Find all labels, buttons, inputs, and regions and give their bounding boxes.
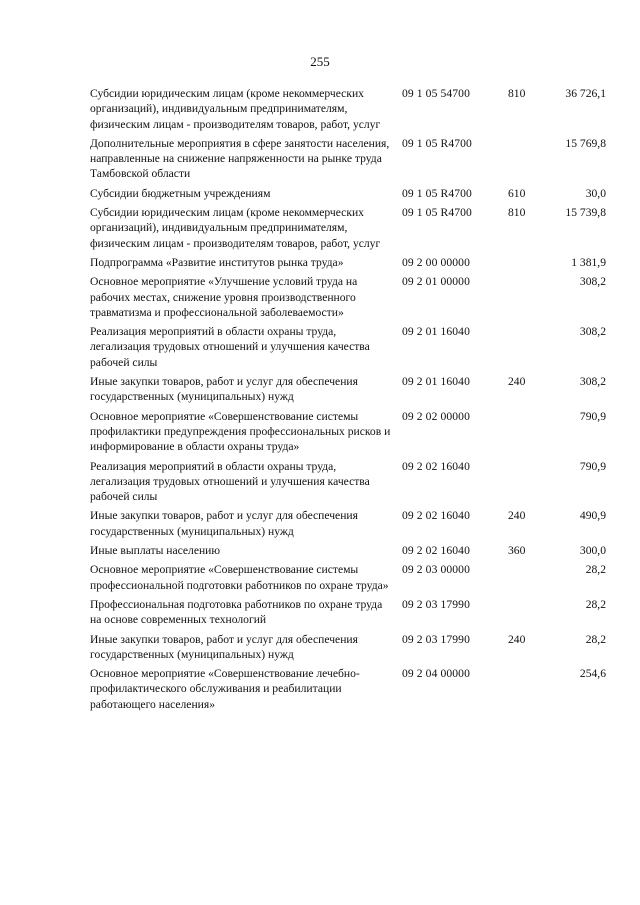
row-name: Подпрограмма «Развитие институтов рынка труда» bbox=[90, 255, 344, 269]
row-amount: 28,2 bbox=[585, 632, 606, 646]
row-amount: 308,2 bbox=[579, 325, 606, 339]
row-name: Иные выплаты населению bbox=[90, 544, 221, 558]
row-name: Иные закупки товаров, работ и услуг для обеспечения государственных (муниципальных) нужд bbox=[90, 375, 358, 404]
row-amount: 790,9 bbox=[579, 459, 606, 473]
row-amount: 28,2 bbox=[585, 597, 606, 611]
row-name: Субсидии бюджетным учреждениям bbox=[90, 186, 271, 200]
budget-table bbox=[90, 86, 606, 716]
table-row bbox=[90, 186, 606, 201]
row-name: Реализация мероприятий в области охраны труда, легализация трудовых отношений и улучшения качества рабочей силы bbox=[90, 325, 370, 369]
row-code: 09 2 00 00000 bbox=[402, 255, 470, 269]
table-row bbox=[90, 543, 606, 558]
row-expense-type: 810 bbox=[508, 206, 526, 220]
row-name: Иные закупки товаров, работ и услуг для обеспечения государственных (муниципальных) нужд bbox=[90, 509, 358, 538]
row-name: Субсидии юридическим лицам (кроме некоммерческих организаций), индивидуальным предпринимателям, физическим лицам - производителям товаров, работ, услуг bbox=[90, 87, 381, 131]
row-amount: 308,2 bbox=[579, 275, 606, 289]
row-code: 09 2 04 00000 bbox=[402, 667, 470, 681]
row-expense-type: 810 bbox=[508, 87, 526, 100]
row-code: 09 2 03 17990 bbox=[402, 597, 470, 611]
row-amount: 1 381,9 bbox=[571, 255, 606, 269]
table-row bbox=[90, 508, 606, 539]
row-name: Реализация мероприятий в области охраны труда, легализация трудовых отношений и улучшения качества рабочей силы bbox=[90, 459, 370, 504]
row-amount: 254,6 bbox=[579, 667, 606, 681]
row-name: Основное мероприятие «Улучшение условий труда на рабочих местах, снижение уровня производственного травматизма и профессиональной заболеваемости» bbox=[90, 275, 358, 319]
row-code: 09 2 01 16040 bbox=[402, 325, 470, 339]
row-code: 09 2 01 00000 bbox=[402, 275, 470, 289]
row-name: Профессиональная подготовка работников по охране труда на основе современных технологий bbox=[90, 597, 383, 627]
row-amount: 790,9 bbox=[579, 409, 606, 423]
table-row bbox=[90, 409, 606, 455]
row-code: 09 2 03 00000 bbox=[402, 563, 470, 577]
row-amount: 490,9 bbox=[579, 509, 606, 523]
row-expense-type: 610 bbox=[508, 186, 526, 200]
table-row bbox=[90, 274, 606, 320]
row-name: Дополнительные мероприятия в сфере занятости населения, направленные на снижение напряженности на рынке труда Тамбовской области bbox=[90, 136, 390, 181]
page-number: 255 bbox=[310, 54, 330, 69]
table-row bbox=[90, 205, 606, 251]
row-code: 09 1 05 54700 bbox=[402, 87, 470, 100]
row-code: 09 2 02 16040 bbox=[402, 459, 470, 473]
row-name: Субсидии юридическим лицам (кроме некоммерческих организаций), индивидуальным предпринимателям, физическим лицам - производителям товаров, работ, услуг bbox=[90, 206, 381, 250]
row-expense-type: 240 bbox=[508, 375, 526, 389]
table-row bbox=[90, 562, 606, 593]
row-expense-type: 240 bbox=[508, 509, 526, 523]
table-row bbox=[90, 374, 606, 405]
row-amount: 36 726,1 bbox=[565, 87, 606, 100]
table-row bbox=[90, 666, 606, 712]
row-code: 09 2 02 16040 bbox=[402, 509, 470, 523]
row-code: 09 2 03 17990 bbox=[402, 632, 470, 646]
row-name: Иные закупки товаров, работ и услуг для обеспечения государственных (муниципальных) нужд bbox=[90, 632, 358, 661]
row-code: 09 2 02 00000 bbox=[402, 409, 470, 423]
row-amount: 30,0 bbox=[585, 186, 606, 200]
table-row bbox=[90, 632, 606, 663]
row-name: Основное мероприятие «Совершенствование системы профилактики предупреждения профессиональных рисков и информирование в области охраны труда» bbox=[90, 409, 391, 454]
row-amount: 15 739,8 bbox=[565, 206, 606, 220]
row-amount: 308,2 bbox=[579, 375, 606, 389]
row-code: 09 2 01 16040 bbox=[402, 375, 470, 389]
row-name: Основное мероприятие «Совершенствование лечебно-профилактического обслуживания и реабилитации работающего населения» bbox=[90, 667, 360, 711]
table-row bbox=[90, 597, 606, 628]
row-expense-type: 360 bbox=[508, 544, 526, 558]
row-name: Основное мероприятие «Совершенствование системы профессиональной подготовки работников по охране труда» bbox=[90, 563, 389, 592]
table-row bbox=[90, 324, 606, 370]
table-row bbox=[90, 255, 606, 270]
row-expense-type: 240 bbox=[508, 632, 526, 646]
row-amount: 300,0 bbox=[579, 544, 606, 558]
table-row bbox=[90, 86, 606, 132]
table-row bbox=[90, 136, 606, 182]
row-code: 09 1 05 R4700 bbox=[402, 186, 472, 200]
row-code: 09 2 02 16040 bbox=[402, 544, 470, 558]
table-row bbox=[90, 459, 606, 505]
row-code: 09 1 05 R4700 bbox=[402, 136, 472, 150]
row-amount: 28,2 bbox=[585, 563, 606, 577]
row-amount: 15 769,8 bbox=[565, 136, 606, 150]
row-code: 09 1 05 R4700 bbox=[402, 206, 472, 220]
